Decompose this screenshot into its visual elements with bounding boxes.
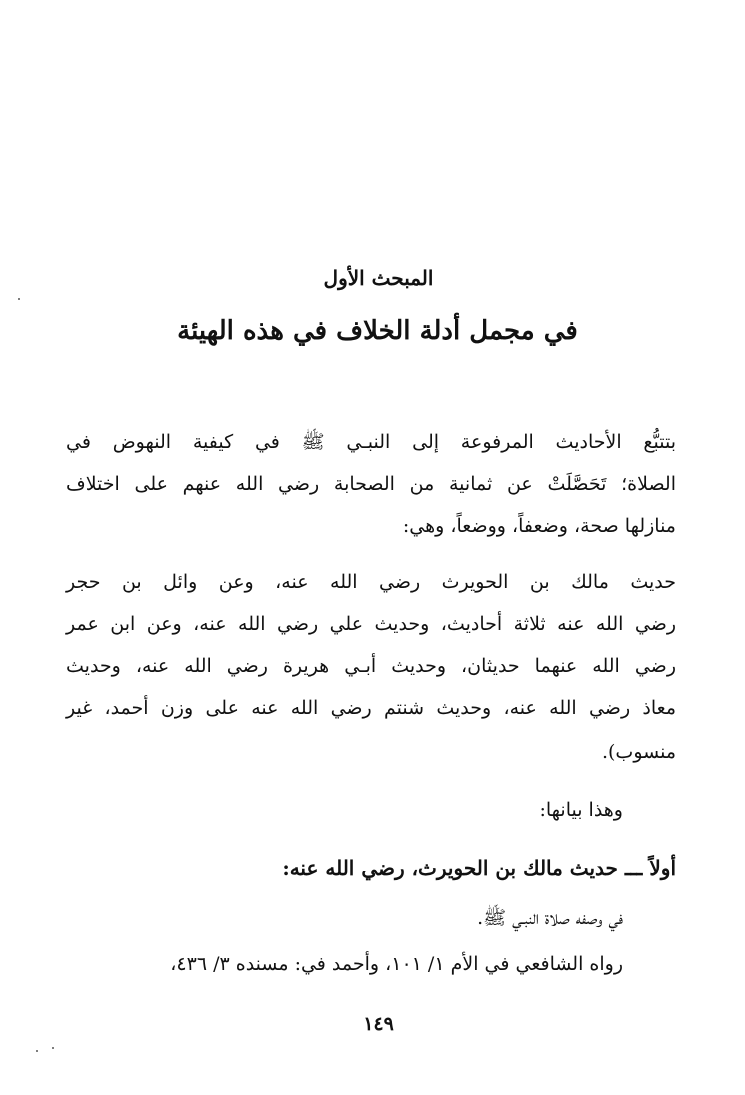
scan-speck	[18, 298, 20, 300]
paragraph-1-line-2: الصلاة؛ تَحَصَّلَتْ عن ثمانية من الصحابة رضي الله عنهم على اختلاف	[66, 473, 676, 495]
paragraph-2-line-4: معاذ رضي الله عنه، وحديث شنتم رضي الله عنه على وزن أحمد، غير	[66, 697, 676, 719]
scan-speck	[36, 1050, 38, 1052]
first-hadith-description: في وصفه صلاة النبـي ﷺ.	[477, 907, 623, 929]
paragraph-2-line-5: منسوب).	[601, 741, 676, 763]
page-number: ١٤٩	[363, 1013, 394, 1035]
paragraph-1-line-1: بتتبُّع الأحاديث المرفوعة إلى النبـي ﷺ في كيفية النهوض في	[66, 431, 676, 453]
paragraph-1-line-3: منازلها صحة، وضعفاً، ووضعاً، وهي:	[402, 515, 676, 537]
intro-line: وهذا بيانها:	[539, 799, 623, 821]
paragraph-2-line-1: حديث مالك بن الحويرث رضي الله عنه، وعن وائل بن حجر	[66, 571, 676, 593]
paragraph-2-line-2: رضي الله عنه ثلاثة أحاديث، وحديث علي رضي الله عنه، وعن ابن عمر	[66, 613, 676, 635]
first-hadith-heading: أولاً ـــ حديث مالك بن الحويرث، رضي الله عنه:	[282, 856, 676, 880]
scan-speck	[52, 1047, 54, 1049]
first-hadith-source: رواه الشافعي في الأم ١/ ١٠١، وأحمد في: مسنده ٣/ ٤٣٦،	[170, 953, 623, 975]
paragraph-2-line-3: رضي الله عنهما حديثان، وحديث أبـي هريرة رضي الله عنه، وحديث	[66, 655, 676, 677]
section-subtitle: في مجمل أدلة الخلاف في هذه الهيئة	[177, 316, 578, 346]
section-title: المبحث الأول	[323, 266, 434, 290]
